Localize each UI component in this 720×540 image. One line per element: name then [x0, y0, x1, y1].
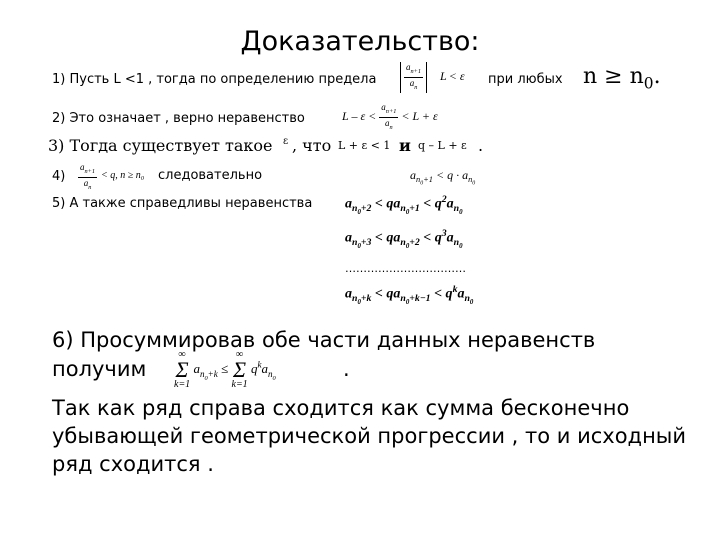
step-3-and: и	[399, 136, 411, 155]
limit-abs-expression: $\frac{a_{n+1}}{a_n}$ L < ε	[400, 62, 465, 93]
series-comparison-formula: ∞ Σ k=1 $a_{n_0+k}$ ≤ ∞ Σ k=1 $q^ka_{n_0}$	[174, 349, 276, 390]
step-3-text: 3) Тогда существует такое	[48, 136, 273, 155]
step-4-num: 4)	[52, 169, 66, 184]
ellipsis-line: ……………………………	[345, 262, 466, 275]
n-ge-n0-formula: $n \ge n_0$.	[583, 64, 661, 93]
step-3-mid: , что	[292, 136, 332, 155]
step-5-text: 5) А также справедливы неравенства	[52, 196, 313, 211]
step-4-ratio: $\frac{a_{n+1}}{a_n}$	[80, 162, 96, 191]
formula-1: $a_{n_0+2} < qa_{n_0+1} < q^2a_{n_0}$	[345, 194, 463, 217]
step-3-cond2: q – L + ε	[418, 139, 467, 152]
step-4-text: следовательно	[158, 168, 263, 183]
step-4-ineq: < q, n ≥ n₀	[101, 170, 145, 181]
ineq-a-n0-plus-1: $a_{n_0+1} < q \cdot a_{n_0}$	[410, 168, 476, 188]
step-3-dot: .	[478, 136, 484, 155]
conclusion-paragraph: Так как ряд справа сходится как сумма бесконечно убывающей геометрической прогрессии , то и исходный ряд сходится .	[52, 396, 687, 476]
step-3-cond1: L + ε < 1	[338, 139, 391, 152]
step-6-get-word: получим	[52, 357, 147, 381]
epsilon-symbol: ε	[283, 136, 289, 147]
step-2-text: 2) Это означает , верно неравенство	[52, 111, 305, 126]
step-1-tail: при любых	[488, 72, 563, 87]
step-6-line-1: 6) Просуммировав обе части данных неравенств	[52, 328, 596, 352]
page-title: Доказательство:	[240, 26, 480, 57]
formula-2: $a_{n_0+3} < qa_{n_0+2} < q^3a_{n_0}$	[345, 228, 463, 251]
step-1-text: 1) Пусть L <1 , тогда по определению предела	[52, 72, 377, 87]
formula-3: $a_{n_0+k} < qa_{n_0+k-1} < q^ka_{n_0}$	[345, 284, 474, 307]
step-2-inequality: L – ε < $\frac{a_{n+1}}{a_n}$ < L + ε	[342, 102, 438, 131]
step-6-dot: .	[343, 357, 350, 381]
